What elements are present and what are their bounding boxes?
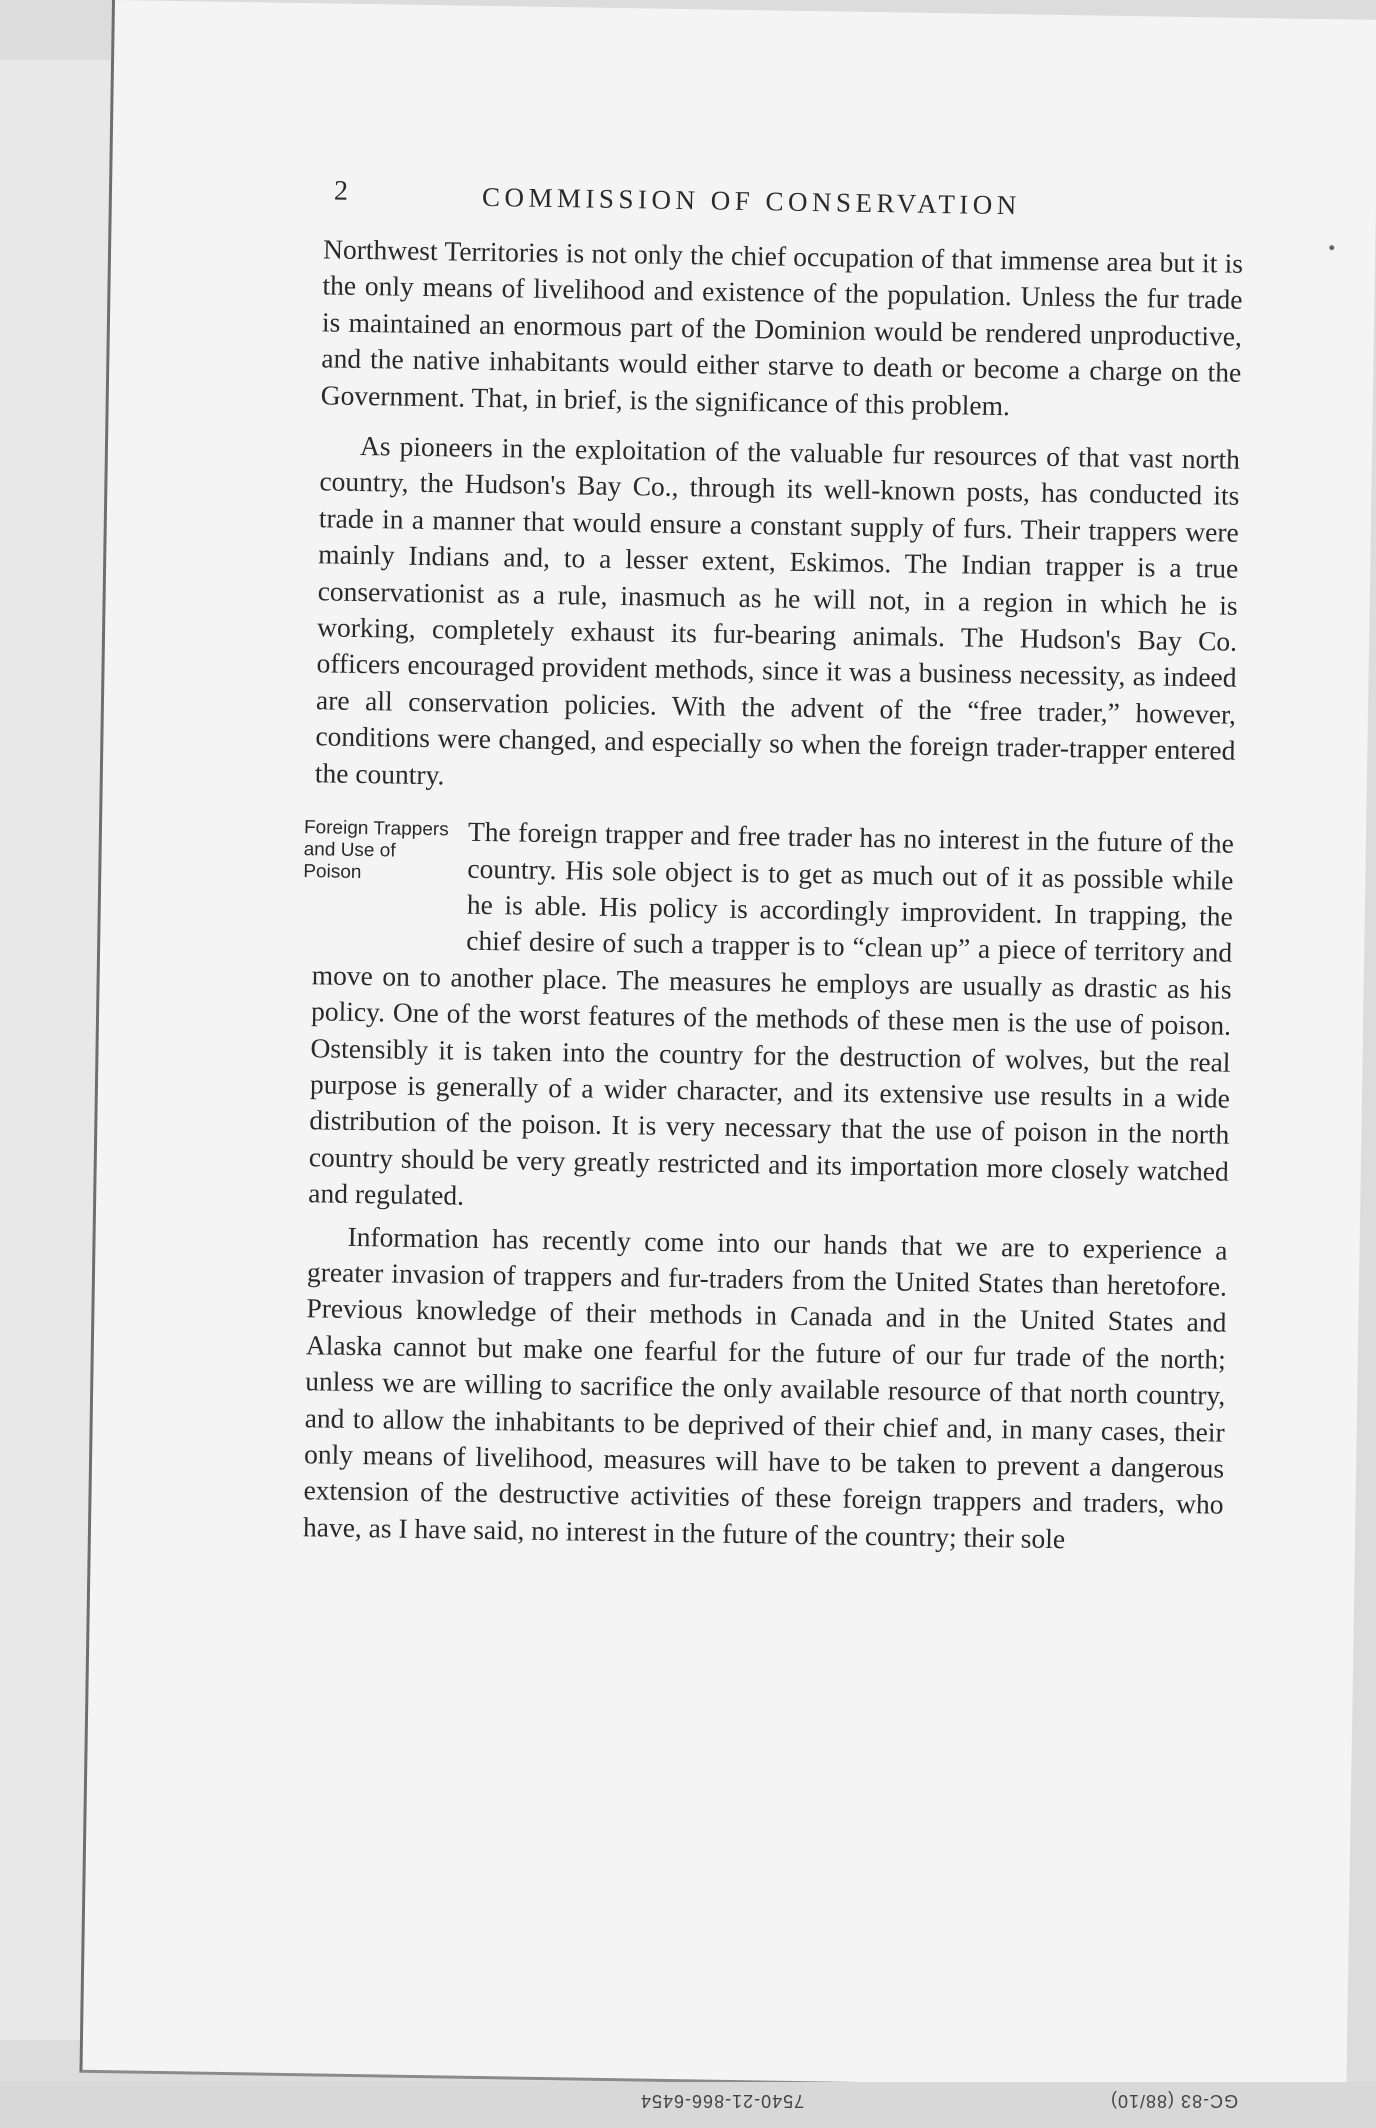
- paragraph-1: Northwest Territories is not only the chief occupation of that immense area but it is the only means of livelihood and existence of the population. Unless the fur trade is maintained an enormous part of the Dominion would be rendered unproductive, and the native inhabitants would either starve to death or become a charge on the Government. That, in brief, is the significance of this problem.: [320, 233, 1244, 421]
- ink-dot: [1329, 245, 1334, 250]
- paragraph-4: Information has recently come into our hands that we are to experience a greater invasion of trappers and fur-traders from the United States than heretofore. Previous knowledge of their methods in Canada and in the United States and Alaska cannot but make one fearful for the future of our fur trade of the north; unless we are willing to sacrifice the only available resource of that north country, and to allow the inhabitants to be deprived of their chief and, in many cases, their only means of livelihood, measures will have to be taken to prevent a dangerous extension of the destructive activities of these foreign trappers and traders, who have, as I have said, no interest in the future of the country; their sole: [302, 1220, 1228, 1554]
- margin-note: Foreign Trappers and Use of Poison: [303, 817, 449, 884]
- paragraph-3: The foreign trapper and free trader has no interest in the future of the country. His sole object is to get as much out of it as possible while he is able. His policy is accordingly improvident. In trapping, the chief desire of such a trapper is to “clean up” a piece of territory and move on to another place. The measures he employs are usually as drastic as his policy. One of the worst features of the methods of these men is the use of poison. Ostensibly it is taken into the country for the destruction of wolves, but the real purpose is generally of a wider character, and its extensive use results in a wide distribution of the poison. It is very necessary that the use of poison in the north country should be very greatly restricted and its importation more closely watched and regulated.: [308, 815, 1235, 1211]
- running-head: COMMISSION OF CONSERVATION: [481, 181, 1022, 221]
- stock-code: 7540-21-866-6454: [640, 2091, 805, 2111]
- page-body: [303, 231, 1244, 1560]
- document-page: [79, 0, 1376, 2093]
- form-code: GC-83 (88/10): [1110, 2091, 1239, 2111]
- section-poison: [303, 811, 1235, 1226]
- paragraph-2: As pioneers in the exploitation of the valuable fur resources of that vast north country, the Hudson's Bay Co., through its well-known posts, has conducted its trade in a manner that would ensure a constant supply of furs. Their trappers were mainly Indians and, to a lesser extent, Eskimos. The Indian trapper is a true conservationist as a rule, inasmuch as he will not, in a region in which he is working, completely exhaust its fur-bearing animals. The Hudson's Bay Co. officers encouraged provident methods, since it was a business necessity, as indeed are all conservation policies. With the advent of the “free trader,” however, conditions were changed, and especially so when the foreign trader-trapper entered the country.: [314, 429, 1241, 791]
- page-number: 2: [333, 175, 349, 207]
